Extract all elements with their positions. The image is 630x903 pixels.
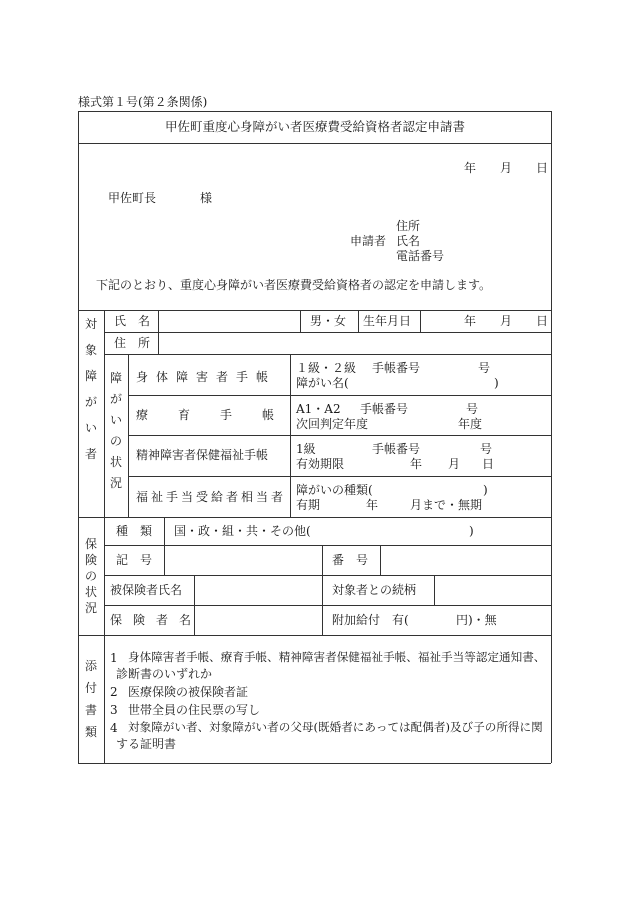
date-month: 月 (500, 161, 513, 175)
name-row-bottom (104, 332, 551, 333)
address-row-bottom (104, 354, 551, 355)
frame-bottom (78, 763, 551, 764)
insurance-section-label: 保 険 の 状 況 (84, 537, 97, 615)
welfare-recipient-label: 福祉手当受給者相当者 (136, 490, 287, 504)
attachment-item-2-text: 医療保険の被保険者証 (128, 685, 249, 699)
relation-label: 対象者との続柄 (332, 583, 417, 597)
symbol-label-divider (164, 545, 165, 575)
insurer-name-label: 保険者名 (110, 613, 203, 627)
physical-handbook-label: 身体障害者手帳 (136, 370, 277, 384)
attachment-item-4-text-cont: する証明書 (116, 737, 177, 751)
rehab-handbook-label: 療育手帳 (136, 408, 305, 422)
insurance-top (78, 517, 551, 518)
attachment-item-1-text-cont: 診断書のいずれか (116, 667, 213, 681)
mental-handbook-label: 精神障害者保健福祉手帳 (136, 448, 269, 462)
attachment-item-4-text: 対象障がい者、対象障がい者の父母(既婚者にあっては配偶者)及び子の所得に関 (128, 720, 543, 734)
date-year: 年 (464, 161, 477, 175)
welfare-type-close: ) (483, 483, 488, 497)
rehab-grade: A1・A2 (296, 402, 341, 416)
rehab-row-bottom (128, 435, 551, 436)
attachment-item-3-text: 世帯全員の住民票の写し (128, 703, 261, 717)
address-label: 住 所 (114, 336, 151, 350)
welfare-type-label: 障がいの種類( (296, 483, 373, 497)
welfare-term-year: 年 (366, 498, 379, 512)
extra-benefit-value: 有( (392, 613, 409, 627)
attachment-item-2-number: 2 (110, 685, 118, 699)
number-label-divider (380, 545, 381, 575)
mental-valid-day: 日 (482, 457, 495, 471)
attachment-item-1-text: 身体障害者手帳、療育手帳、精神障害者保健福祉手帳、福祉手当等認定通知書、 (128, 650, 546, 664)
insurance-symbol-label: 記 号 (116, 553, 153, 567)
birth-year: 年 (464, 314, 477, 328)
extra-benefit-close: 円)・無 (456, 613, 497, 627)
gender-right-divider (358, 310, 359, 332)
symbol-row-bottom (104, 575, 551, 576)
applicant-phone-label: 電話番号 (396, 249, 445, 263)
addressee-name: 甲佐町長 (108, 191, 157, 205)
address-label-divider (158, 332, 159, 354)
rehab-next-judgment-label: 次回判定年度 (296, 417, 369, 431)
form-number: 様式第１号(第２条関係) (78, 95, 208, 109)
frame-left (78, 111, 79, 763)
mental-grade: 1級 (296, 442, 316, 456)
mental-valid-year: 年 (410, 457, 423, 471)
physical-grade: １級・２級 (296, 361, 357, 375)
symbol-value-divider (322, 545, 323, 575)
insurance-number-label: 番 号 (332, 553, 369, 567)
applicant-name-label: 氏名 (396, 234, 421, 248)
birth-day: 日 (536, 314, 549, 328)
applicant-address-label: 住所 (396, 219, 421, 233)
rehab-number-label: 手帳番号 (360, 402, 409, 416)
name-label: 氏 名 (114, 314, 151, 328)
insured-name-label: 被保険者氏名 (110, 583, 183, 597)
physical-number-label: 手帳番号 (372, 361, 421, 375)
gender-left-divider (300, 310, 301, 332)
frame-right (551, 111, 552, 763)
form-title: 甲佐町重度心身障がい者医療費受給資格者認定申請書 (164, 119, 465, 134)
applicant-label: 申請者 (350, 234, 387, 248)
attachments-label-divider (104, 635, 105, 763)
date-day: 日 (536, 161, 549, 175)
insurance-type-close: ) (469, 524, 474, 538)
subject-top (78, 310, 551, 311)
birth-month: 月 (500, 314, 513, 328)
statement: 下記のとおり、重度心身障がい者医療費受給資格者の認定を申請します。 (96, 278, 492, 292)
mental-valid-month: 月 (448, 457, 461, 471)
rehab-next-judgment-suffix: 年度 (458, 417, 483, 431)
attachments-section-label: 添 付 書 類 (84, 659, 97, 739)
attachments-top (78, 635, 551, 636)
mental-number-suffix: 号 (480, 442, 493, 456)
type-row-bottom (104, 545, 551, 546)
addressee-honorific: 様 (200, 191, 213, 205)
insurance-type-options: 国・政・組・共・その他( (174, 524, 311, 538)
subject-section-label: 対 象 障 が い 者 (84, 317, 97, 461)
mental-number-label: 手帳番号 (372, 442, 421, 456)
name-label-divider (158, 310, 159, 332)
physical-disability-close: ) (494, 376, 499, 390)
insured-row-bottom (104, 605, 551, 606)
insurance-type-label: 種 類 (116, 524, 153, 538)
title-divider (78, 143, 551, 144)
mental-valid-label: 有効期限 (296, 457, 345, 471)
welfare-term-until: 月まで・無期 (410, 498, 483, 512)
relation-label-divider (434, 575, 435, 605)
physical-row-bottom (128, 395, 551, 396)
birth-right-divider (420, 310, 421, 332)
mental-row-bottom (128, 476, 551, 477)
physical-number-suffix: 号 (478, 361, 491, 375)
birth-date-label: 生年月日 (363, 314, 412, 328)
attachment-item-1-number: 1 (110, 651, 118, 665)
extra-benefit-label: 附加給付 (332, 613, 381, 627)
attachment-item-4-number: 4 (110, 721, 118, 735)
rehab-number-suffix: 号 (466, 402, 479, 416)
type-label-divider (164, 517, 165, 545)
physical-disability-label: 障がい名( (296, 376, 349, 390)
attachment-item-3-number: 3 (110, 703, 118, 717)
insurance-label-divider (104, 517, 105, 635)
welfare-term-label: 有期 (296, 498, 321, 512)
status-section-label: 障 が い の 状 況 (109, 371, 122, 490)
gender-field: 男・女 (310, 314, 347, 328)
frame-top (78, 111, 551, 112)
